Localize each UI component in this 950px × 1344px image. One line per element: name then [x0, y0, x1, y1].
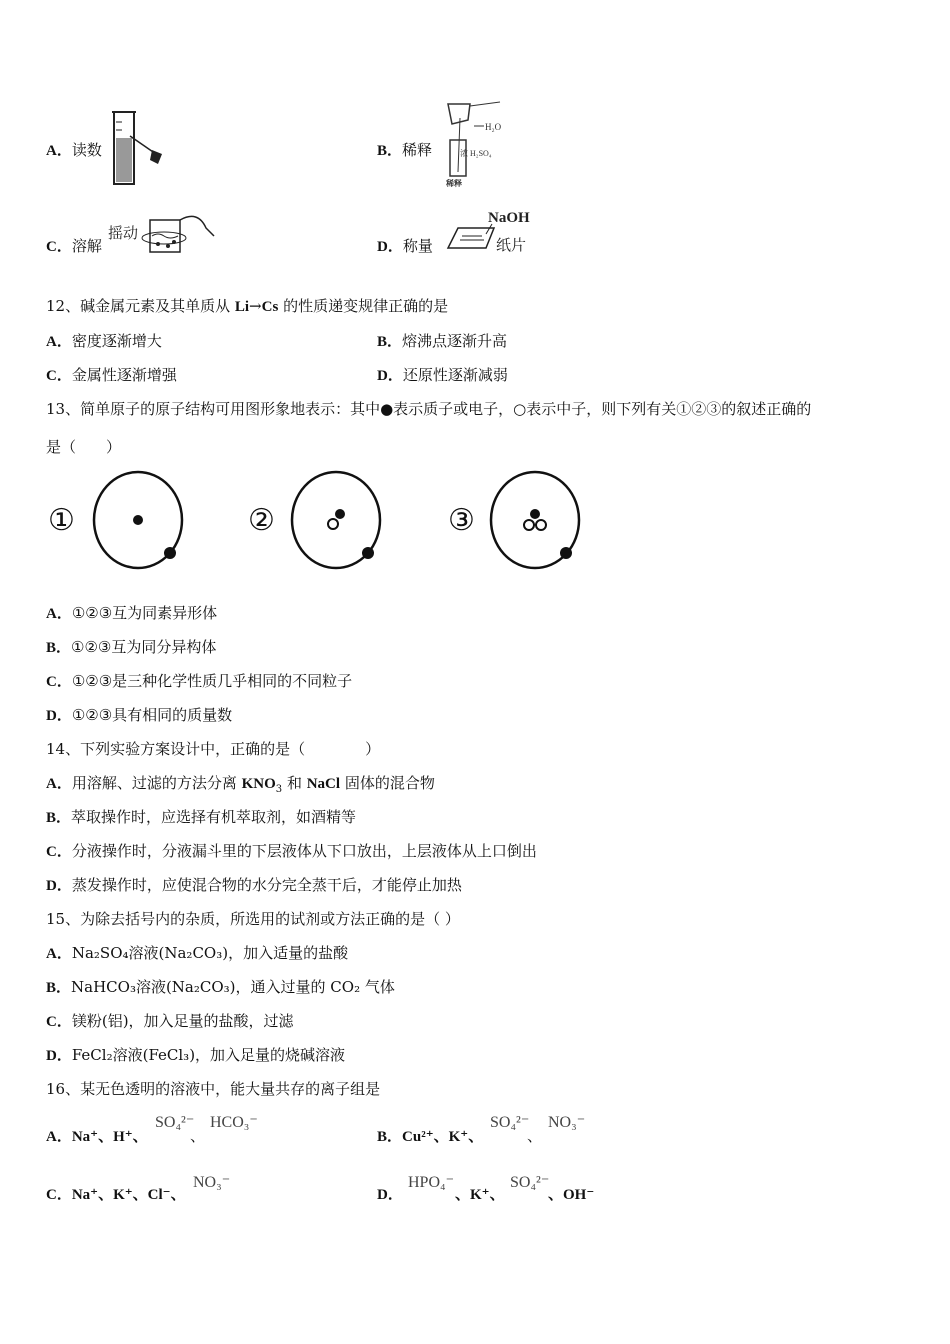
- q12-stem: [46, 295, 448, 318]
- q12-option-c: [46, 364, 177, 387]
- option-label: D．: [46, 708, 72, 724]
- h2o-label: H₂O: [485, 122, 502, 132]
- q13-option-a: [46, 602, 217, 625]
- option-text: Cu²⁺、K⁺、: [402, 1129, 484, 1145]
- option-label: A．: [46, 1129, 72, 1145]
- q13-stem-line2: 是（ ）: [46, 438, 122, 456]
- option-label: B．: [377, 143, 403, 159]
- subscript: 3: [275, 784, 283, 795]
- separator: 、: [190, 1127, 206, 1145]
- q15-option-c: [46, 1010, 294, 1033]
- option-label: A．: [46, 776, 72, 792]
- dilution-figure: [440, 100, 510, 190]
- potassium-ion: 、K⁺、: [455, 1187, 505, 1203]
- option-text: 萃取操作时，应选择有机萃取剂，如酒精等: [71, 808, 357, 826]
- option-label: D．: [377, 1187, 403, 1203]
- option-text: 还原性逐渐减弱: [402, 366, 508, 384]
- option-label: B．: [377, 334, 403, 350]
- option-label: D．: [46, 878, 72, 894]
- q16-option-a: [46, 1125, 148, 1148]
- option-text: 蒸发操作时，应使混合物的水分完全蒸干后，才能停止加热: [71, 876, 462, 894]
- option-text: 、OH⁻: [548, 1187, 595, 1203]
- option-label: D．: [46, 1048, 72, 1064]
- q14-option-c: [46, 840, 537, 863]
- stem-text: 12、碱金属元素及其单质从: [46, 297, 235, 315]
- q15-option-a: [46, 942, 348, 965]
- option-label: C．: [46, 844, 72, 860]
- q13-stem-line1: 13、简单原子的原子结构可用图形象地表示：其中●表示质子或电子，○表示中子，则下列有关①②③的叙述正确的: [46, 400, 812, 418]
- option-label: B．: [46, 640, 72, 656]
- option-text: Na⁺、H⁺、: [71, 1129, 148, 1145]
- option-label: A．: [46, 946, 72, 962]
- q11-option-d: [377, 235, 433, 258]
- option-text: ①②③互为同分异构体: [71, 638, 217, 656]
- atom-label-2: ②: [248, 503, 275, 538]
- option-text: Na⁺、K⁺、Cl⁻、: [71, 1187, 186, 1203]
- atom-label-3: ③: [448, 503, 475, 538]
- option-text: 用溶解、过滤的方法分离: [71, 774, 242, 792]
- option-text: 分液操作时，分液漏斗里的下层液体从下口放出，上层液体从上口倒出: [71, 842, 537, 860]
- option-label: C．: [46, 674, 72, 690]
- dilution-caption: 稀释: [446, 179, 462, 188]
- q14-option-b: [46, 806, 356, 829]
- option-text: 镁粉(铝)，加入足量的盐酸，过滤: [71, 1012, 294, 1030]
- q11-option-b: [377, 139, 432, 162]
- graduated-cylinder-reading-figure: [108, 108, 178, 188]
- q15-stem: 15、为除去括号内的杂质，所选用的试剂或方法正确的是（ ）: [46, 910, 460, 928]
- separator: 、: [527, 1127, 543, 1145]
- atom-figures: [46, 470, 586, 580]
- stem-text: 的性质递变规律正确的是: [278, 297, 449, 315]
- q11-option-c: [46, 235, 102, 258]
- q14-stem: 14、下列实验方案设计中，正确的是（ ）: [46, 740, 381, 758]
- q12-option-a: [46, 330, 162, 353]
- option-label: A．: [46, 143, 72, 159]
- q16-option-b: [377, 1125, 483, 1148]
- option-label: D．: [377, 239, 403, 255]
- option-label: D．: [377, 368, 403, 384]
- hydroxide-ion: [548, 1183, 594, 1206]
- q11-option-a: [46, 139, 102, 162]
- hydrogen-phosphate-ion: HPO₄⁻: [408, 1174, 455, 1191]
- option-label: B．: [46, 810, 72, 826]
- q14-option-d: [46, 874, 462, 897]
- q16-option-d: [377, 1183, 403, 1206]
- option-label: C．: [46, 239, 72, 255]
- q15-option-d: [46, 1044, 345, 1067]
- q14-option-a: [46, 772, 435, 801]
- naoh-label: NaOH: [488, 210, 530, 226]
- option-text: FeCl₂溶液(FeCl₃)，加入足量的烧碱溶液: [71, 1046, 346, 1064]
- option-label: C．: [46, 1187, 72, 1203]
- atom-label-1: ①: [48, 503, 75, 538]
- paper-label: 纸片: [496, 236, 527, 254]
- sulfate-ion: SO₄²⁻: [510, 1174, 550, 1191]
- option-text: Na₂SO₄溶液(Na₂CO₃)，加入适量的盐酸: [71, 944, 349, 962]
- option-label: A．: [46, 334, 72, 350]
- nacl-formula: NaCl: [306, 776, 341, 792]
- option-text: 和: [282, 774, 307, 792]
- option-text: ①②③具有相同的质量数: [71, 706, 233, 724]
- kno3-formula: KNO: [241, 776, 276, 792]
- option-label: C．: [46, 1014, 72, 1030]
- arrow: →: [249, 297, 262, 315]
- option-text: 读数: [71, 141, 102, 159]
- li-symbol: Li: [234, 299, 250, 315]
- nitrate-ion: NO₃⁻: [548, 1114, 586, 1131]
- weighing-figure: [446, 206, 546, 256]
- option-text: 稀释: [402, 141, 433, 159]
- cs-symbol: Cs: [261, 299, 279, 315]
- sulfate-ion: SO₄²⁻: [155, 1114, 195, 1131]
- separator: [455, 1183, 505, 1206]
- option-text: 溶解: [71, 237, 102, 255]
- q16-stem: 16、某无色透明的溶液中，能大量共存的离子组是: [46, 1080, 381, 1098]
- nitrate-ion: NO₃⁻: [193, 1174, 231, 1191]
- option-text: 密度逐渐增大: [71, 332, 162, 350]
- sulfate-ion: SO₄²⁻: [490, 1114, 530, 1131]
- option-text: ①②③互为同素异形体: [71, 604, 218, 622]
- shake-label: 摇动: [108, 224, 139, 242]
- option-label: C．: [46, 368, 72, 384]
- option-label: A．: [46, 606, 72, 622]
- q15-option-b: [46, 976, 395, 999]
- acid-label: 浓 H₂SO₄: [460, 149, 492, 158]
- q13-option-d: [46, 704, 232, 727]
- bicarbonate-ion: HCO₃⁻: [210, 1114, 258, 1131]
- option-text: 固体的混合物: [340, 774, 435, 792]
- option-text: NaHCO₃溶液(Na₂CO₃)，通入过量的 CO₂ 气体: [71, 978, 395, 996]
- option-text: ①②③是三种化学性质几乎相同的不同粒子: [71, 672, 353, 690]
- q13-option-c: [46, 670, 352, 693]
- q12-option-d: [377, 364, 508, 387]
- q13-option-b: [46, 636, 216, 659]
- q12-option-b: [377, 330, 507, 353]
- option-text: 金属性逐渐增强: [71, 366, 177, 384]
- q16-option-c: [46, 1183, 186, 1206]
- dissolving-figure: [106, 206, 216, 256]
- option-label: B．: [377, 1129, 403, 1145]
- option-text: 称量: [402, 237, 433, 255]
- option-label: B．: [46, 980, 72, 996]
- option-text: 熔沸点逐渐升高: [402, 332, 508, 350]
